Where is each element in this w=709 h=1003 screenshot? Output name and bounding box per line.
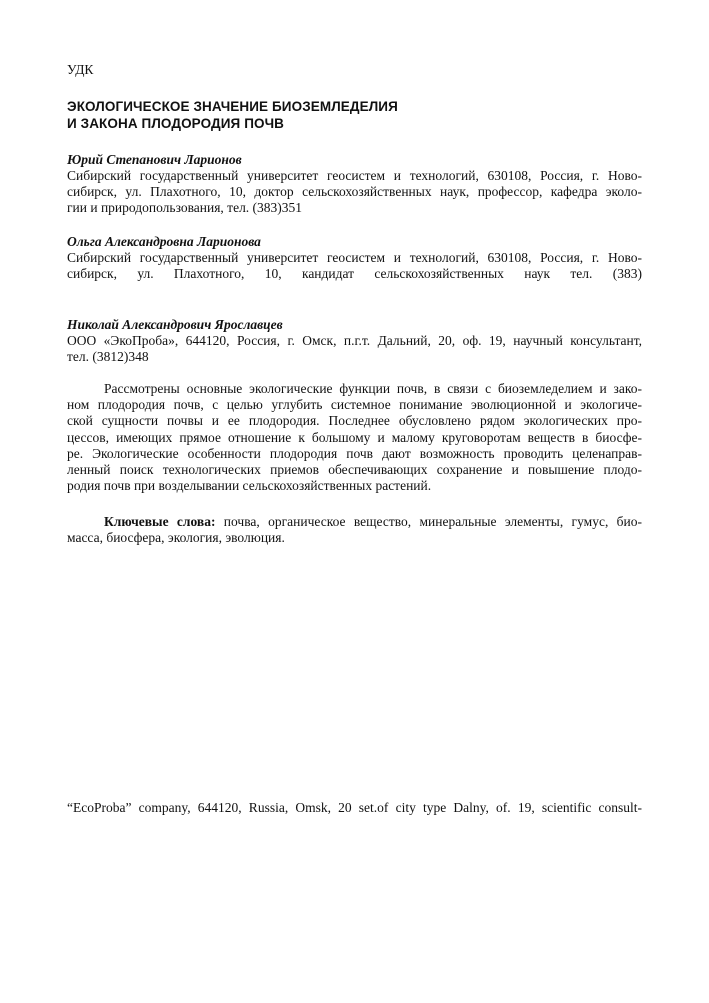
author-block (67, 317, 642, 365)
keywords-text: почва, органическое вещество, минеральные элементы, гумус, био- (215, 514, 643, 529)
author-affiliation (67, 250, 642, 282)
abstract-line: ре. Экологические особенности плодородия почв дают возможность проводить целенаправ- (67, 445, 642, 461)
abstract-line: ской сущности почвы и ее плодородия. Последнее обусловлено рядом экологических про- (67, 413, 642, 429)
author-name: Николай Александрович Ярославцев (67, 317, 283, 332)
abstract-line: ленный поиск технологических приемов обеспечивающих сохранение и повышение плодо- (67, 462, 642, 478)
affiliation-line: сибирск, ул. Плахотного, 10, доктор сельскохозяйственных наук, профессор, кафедра эколо- (67, 184, 642, 200)
abstract-line: Рассмотрены основные экологические функции почв, в связи с биоземледелием и зако- (104, 381, 642, 396)
english-affiliation-line: “EcoProba” company, 644120, Russia, Omsk, 20 set.of city type Dalny, of. 19, scientific consult- (67, 800, 642, 815)
affiliation-line: гии и природопользования, тел. (383)351 (67, 200, 303, 216)
author-block (67, 152, 642, 217)
keywords-line: масса, биосфера, экология, эволюция. (67, 530, 285, 546)
author-name: Юрий Степанович Ларионов (67, 152, 242, 167)
article-title (67, 99, 642, 132)
abstract-line: цессов, имеющих прямое отношение к большому и малому круговоротам веществ в биосфе- (67, 429, 642, 445)
abstract-line: родия почв при возделывании сельскохозяйственных растений. (67, 478, 432, 494)
author-affiliation (67, 168, 642, 217)
affiliation-line: сибирск, ул. Плахотного, 10, кандидат сельскохозяйственных наук тел. (383) (67, 266, 642, 282)
title-line: ЭКОЛОГИЧЕСКОЕ ЗНАЧЕНИЕ БИОЗЕМЛЕДЕЛИЯ (67, 99, 398, 114)
author-name: Ольга Александровна Ларионова (67, 234, 261, 249)
abstract-paragraph (67, 381, 642, 494)
affiliation-line: тел. (3812)348 (67, 349, 149, 365)
keywords-paragraph (67, 514, 642, 546)
abstract-line: ном плодородия почв, с целью углубить системное понимание эволюционной и экологиче- (67, 397, 642, 413)
affiliation-line: Сибирский государственный университет геосистем и технологий, 630108, Россия, г. Ново- (67, 168, 642, 183)
affiliation-line: Сибирский государственный университет геосистем и технологий, 630108, Россия, г. Ново- (67, 250, 642, 265)
affiliation-line: ООО «ЭкоПроба», 644120, Россия, г. Омск, п.г.т. Дальний, 20, оф. 19, научный консультант, (67, 333, 642, 348)
keywords-line (67, 514, 642, 530)
keywords-label: Ключевые слова: (104, 514, 216, 529)
title-line: И ЗАКОНА ПЛОДОРОДИЯ ПОЧВ (67, 115, 285, 131)
author-affiliation (67, 333, 642, 365)
udk-label: УДК (67, 62, 94, 77)
author-block (67, 234, 642, 282)
